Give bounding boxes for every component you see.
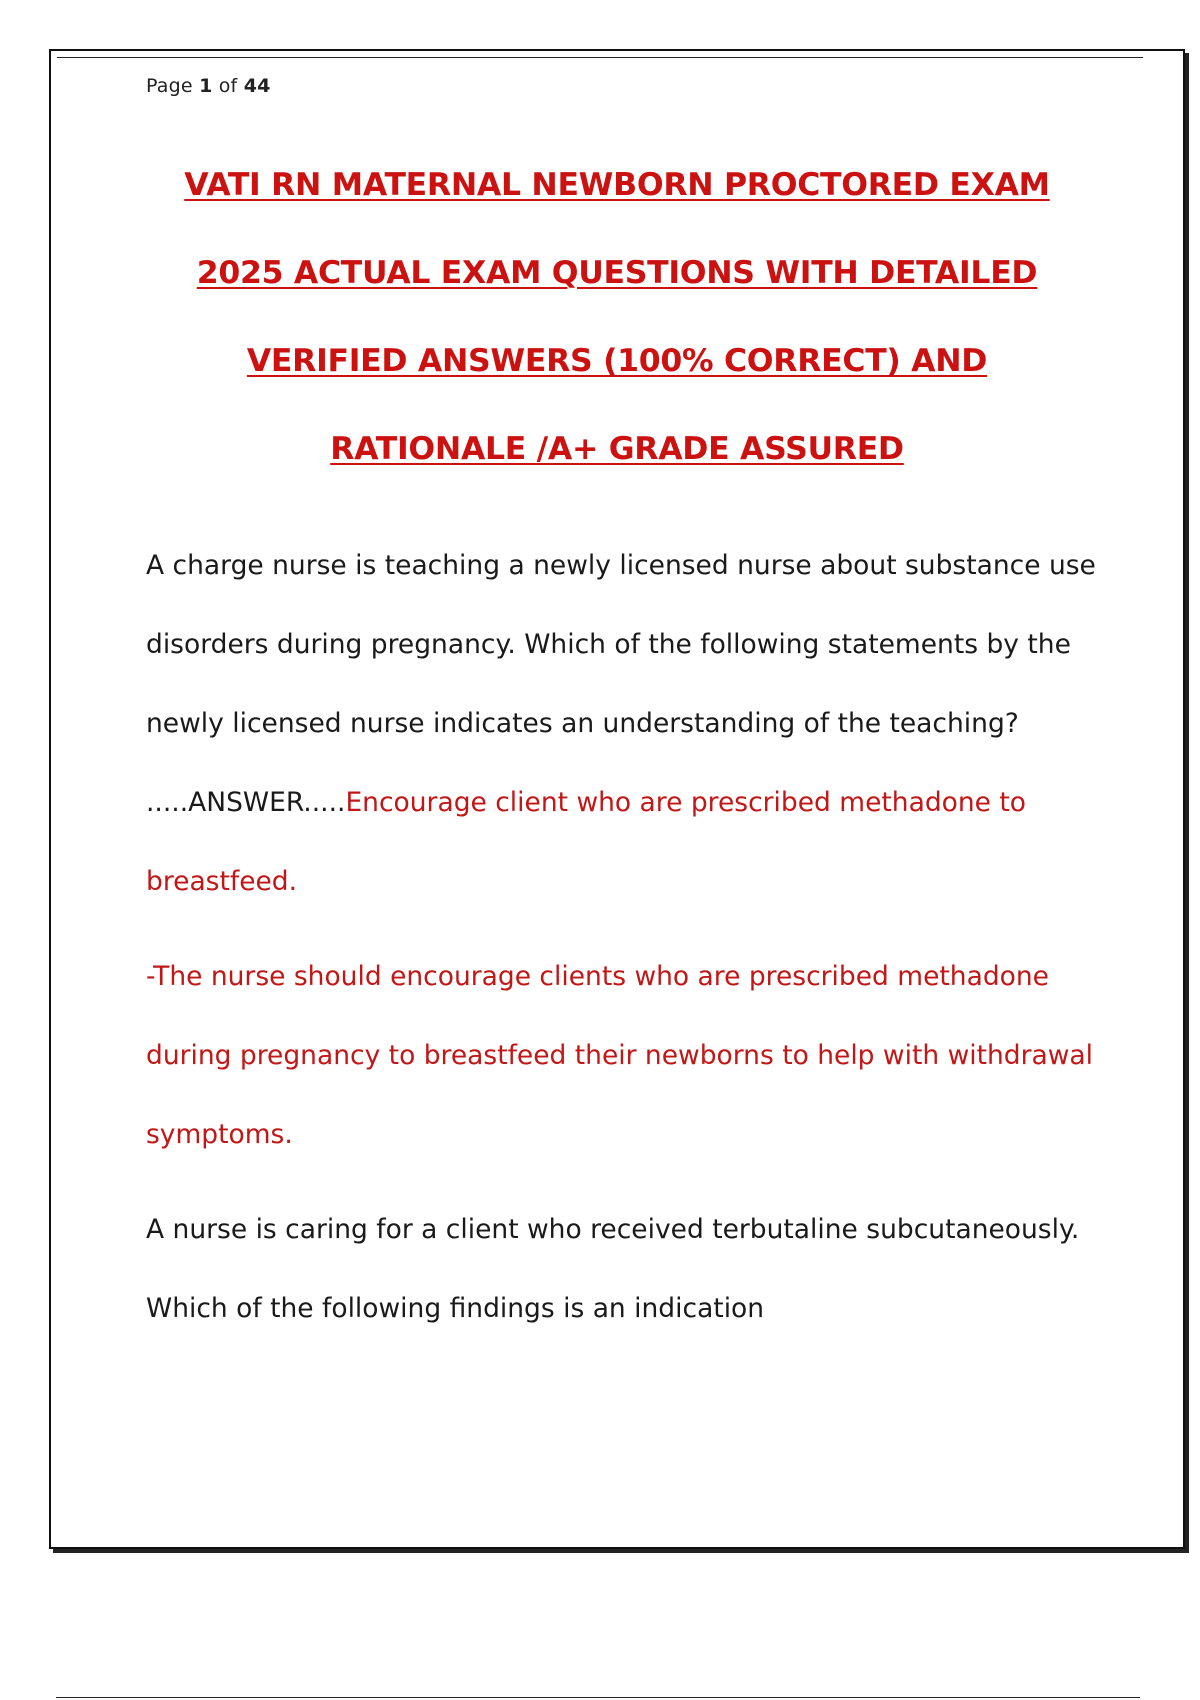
document-title <box>91 141 1143 493</box>
question-1-text: A charge nurse is teaching a newly licensed nurse about substance use disorders during pregnancy. Which of the following statements by the newly licensed nurse indicates an understanding of the teaching? .....ANSWER..... <box>146 550 1096 818</box>
question-1-rationale: -The nurse should encourage clients who are prescribed methadone during pregnancy to breastfeed their newborns to help with withdrawal symptoms. <box>146 961 1094 1150</box>
page-total: 44 <box>243 75 271 97</box>
page-indicator <box>146 75 271 97</box>
next-page-rule <box>56 1697 1140 1698</box>
title-line-4: RATIONALE /A+ GRADE ASSURED <box>330 431 904 467</box>
title-line-3: VERIFIED ANSWERS (100% CORRECT) AND <box>246 343 988 379</box>
document-body <box>146 526 1123 1364</box>
page-current: 1 <box>199 75 213 97</box>
question-1 <box>146 526 1123 921</box>
title-line-1: VATI RN MATERNAL NEWBORN PROCTORED EXAM <box>184 167 1050 203</box>
page-prefix: Page <box>146 75 193 97</box>
title-line-2: 2025 ACTUAL EXAM QUESTIONS WITH DETAILED <box>196 255 1038 291</box>
header-rule <box>57 57 1143 58</box>
page-separator: of <box>218 75 238 97</box>
question-2-text: A nurse is caring for a client who received terbutaline subcutaneously. Which of the following findings is an indication <box>146 1214 1080 1324</box>
question-1-answer: Encourage client who are prescribed methadone to breastfeed. <box>146 787 1026 897</box>
question-2 <box>146 1190 1123 1348</box>
document-page <box>49 49 1185 1549</box>
